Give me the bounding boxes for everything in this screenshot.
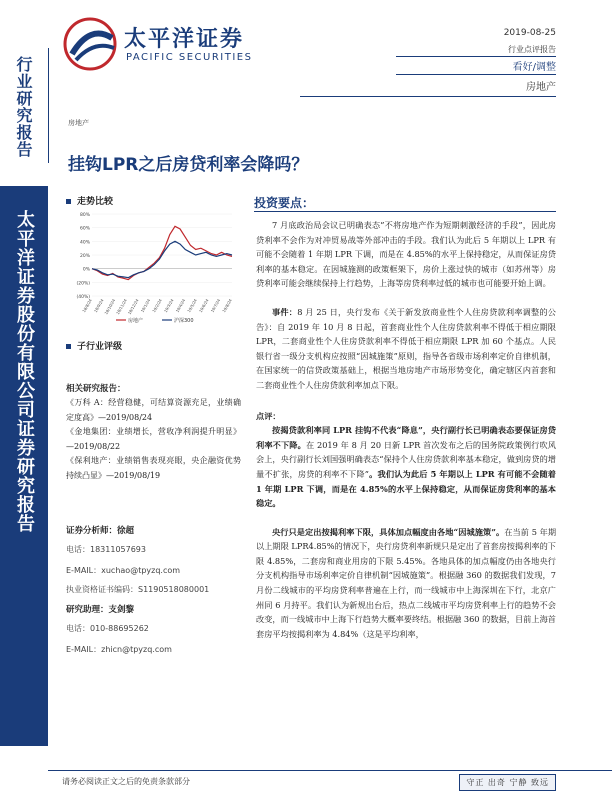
x-tick-label: 19/5/24 bbox=[186, 298, 198, 314]
assistant-label: 研究助理： bbox=[66, 605, 109, 615]
main-heading-divider bbox=[254, 211, 556, 212]
related-item[interactable]: 《金地集团：业绩增长，营收净利润提升明显》—2019/08/22 bbox=[66, 427, 241, 451]
floor-text: 在当前 5 年期以上期限 LPR4.85%的情况下，央行房贷利率新规只是定出了首套房按揭利率的下限 4.85%，二套房和商业用房的下限 5.45%。各地具体的加点幅度仍由各地央行分支机构指导市场利率定价自律机制“因城施策”。根据融 360 的数据我们发现，7 月份二线城市的平均房贷利率普遍在上行，而一线城市中上海深圳在下行，北京广州同 6 月持平。我们认为新规出台后，热点二线城市平均房贷利率上行的趋势不会改变，而一线城市中上海下行趋势大概率要终结。根据融 360 的数据，目前上海首套房平均按揭利率为 4.84%（这是平均利率， bbox=[256, 526, 557, 639]
y-tick-label: 60% bbox=[79, 226, 90, 232]
comment-text: 在 2019 年 8 月 20 日新 LPR 首次发布之后的国务院政策例行吹风会上，央行副行长刘国强明确表态“保持个人住房贷款利率基本稳定，做到房贷的增量不扩张，房贷的利率不下降” bbox=[256, 439, 556, 479]
sidebar-top-block bbox=[0, 48, 49, 163]
paragraph-summary: 7 月底政治局会议已明确表态”不将房地产作为短期刺激经济的手段”，因此房贷利率不会作为对冲贸易战等外部冲击的手段。我们认为此后 5 年期以上 LPR 有可能不会随着 1 年期 LPR 下调，而是在 4.85%的水平上保持稳定，从而保证房贷利率的基本稳定。在因城施测的政策框架下，房价上涨过快的城市（如苏州等）房贷利率可能会继续保持上行趋势，上海等房贷利率过低的城市也可能要开始上调。 bbox=[256, 220, 556, 289]
x-tick-label: 19/4/24 bbox=[174, 298, 187, 314]
assistant-phone: 电话：010-88695262 bbox=[66, 624, 149, 633]
related-item[interactable]: 《万科 A：经营稳健，可结算资源充足，业绩确定度高》—2019/08/24 bbox=[66, 398, 241, 422]
report-type: 行业点评报告 bbox=[508, 45, 556, 54]
footer-divider bbox=[48, 770, 612, 771]
event-lead: 事件： bbox=[272, 306, 298, 317]
series-line-hs300 bbox=[92, 241, 232, 277]
assistant-line bbox=[66, 603, 241, 615]
logo-emblem-icon bbox=[62, 14, 120, 74]
x-tick-label: 18/11/24 bbox=[115, 298, 128, 316]
sidebar-main-block bbox=[0, 186, 48, 746]
sidebar bbox=[0, 0, 48, 792]
assistant-name: 支剑黎 bbox=[108, 605, 135, 615]
analyst-block bbox=[66, 524, 241, 655]
section-marker-icon bbox=[66, 344, 71, 349]
y-tick-label: (20%) bbox=[76, 281, 90, 287]
breadcrumb: 房地产 bbox=[68, 119, 89, 127]
main-heading: 投资要点： bbox=[254, 196, 315, 210]
trend-chart bbox=[66, 208, 236, 326]
assistant-email[interactable]: E-MAIL：zhicn@tpyzq.com bbox=[66, 645, 172, 654]
x-tick-label: 19/7/24 bbox=[209, 298, 222, 314]
analyst-phone: 电话：18311057693 bbox=[66, 545, 146, 554]
paragraph-comment bbox=[256, 423, 556, 511]
floor-bold: 央行只是定出按揭利率下限，具体加点幅度由各地“因城施策”。 bbox=[272, 526, 505, 537]
legend-label: 房地产 bbox=[128, 318, 144, 324]
y-tick-label: 80% bbox=[79, 213, 90, 218]
related-reports bbox=[66, 382, 241, 483]
footer-disclaimer[interactable]: 请务必阅读正文之后的免责条款部分 bbox=[62, 777, 190, 786]
y-tick-label: 20% bbox=[79, 254, 90, 259]
company-name-en: PACIFIC SECURITIES bbox=[126, 52, 253, 63]
sidebar-main-label: 太平洋证券股份有限公司证券研究报告 bbox=[14, 210, 35, 533]
trend-heading: 走势比较 bbox=[66, 194, 113, 207]
y-tick-label: (40%) bbox=[76, 295, 90, 300]
analyst-name: 徐超 bbox=[117, 526, 135, 536]
x-tick-label: 19/8/24 bbox=[221, 298, 233, 314]
comment-lead: 点评： bbox=[256, 410, 281, 421]
series-line-realestate bbox=[92, 226, 232, 279]
y-tick-label: 40% bbox=[79, 240, 90, 246]
paragraph-floor bbox=[256, 525, 556, 642]
y-tick-label: 0% bbox=[82, 267, 90, 273]
comment-bold: 按揭贷款利率同 LPR 挂钩不代表“降息”，央行副行长已明确表态要保证房贷利率不下降。 bbox=[256, 425, 556, 450]
header-divider-3 bbox=[300, 96, 556, 97]
footer-motto: 守正 出奇 宁静 致远 bbox=[459, 774, 556, 791]
x-tick-label: 18/12/24 bbox=[126, 298, 140, 316]
paragraph-event bbox=[256, 305, 556, 393]
logo bbox=[62, 14, 302, 74]
x-tick-label: 18/8/24 bbox=[81, 298, 93, 314]
analyst-line bbox=[66, 524, 241, 536]
related-list bbox=[66, 396, 241, 483]
analyst-email[interactable]: E-MAIL：xuchao@tpyzq.com bbox=[66, 566, 181, 575]
analyst-license: 执业资格证书编码：S1190518080001 bbox=[66, 585, 210, 594]
related-item[interactable]: 《保利地产：业绩销售表现亮眼，央企融资优势持续凸显》—2019/08/19 bbox=[66, 456, 241, 480]
x-tick-label: 19/6/24 bbox=[197, 298, 210, 314]
sub-rating-heading: 子行业评级 bbox=[66, 339, 122, 352]
company-name-cn: 太平洋证券 bbox=[124, 27, 245, 52]
main-body bbox=[256, 218, 556, 641]
report-date: 2019-08-25 bbox=[503, 28, 556, 38]
sidebar-top-label: 行业研究报告 bbox=[14, 56, 33, 158]
related-heading: 相关研究报告： bbox=[66, 384, 126, 394]
x-tick-label: 18/10/24 bbox=[103, 298, 117, 316]
event-text: 8 月 25 日，央行发布《关于新发放商业性个人住房贷款利率调整的公告》：自 2019 年 10 月 8 日起，首套商业性个人住房贷款利率不得低于相应期限 LPR，二套商业性个人住房贷款利率不得低于相应期限 LPR 加 60 个基点。人民银行省一级分支机构应按照“因城施策”原则，指导各省级市场利率定价自律机制，在国家统一的信贷政策基础上，根据当地房地产市场形势变化，确定辖区内首套和二套商业性个人住房贷款利率加点下限。 bbox=[256, 306, 556, 390]
analyst-label: 证券分析师： bbox=[66, 526, 118, 536]
industry-name: 房地产 bbox=[526, 82, 556, 93]
x-tick-label: 19/1/24 bbox=[139, 298, 152, 314]
comment-bold-2: 。我们认为此后 5 年期以上 LPR 有可能不会随着 1 年期 LPR 下调，而是在 4.85%的水平上保持稳定，从而保证房贷利率的基本稳定。 bbox=[256, 468, 556, 509]
x-tick-label: 19/2/24 bbox=[151, 298, 163, 314]
page-title: 挂钩LPR之后房贷利率会降吗？ bbox=[68, 155, 309, 175]
section-marker-icon bbox=[66, 199, 71, 204]
legend-label: 沪深300 bbox=[174, 318, 194, 324]
header-divider-2 bbox=[396, 74, 556, 75]
x-tick-label: 18/9/24 bbox=[92, 298, 105, 314]
industry-rating: 看好/调整 bbox=[512, 62, 556, 73]
header-divider bbox=[396, 56, 556, 57]
x-tick-label: 19/3/24 bbox=[162, 298, 175, 314]
